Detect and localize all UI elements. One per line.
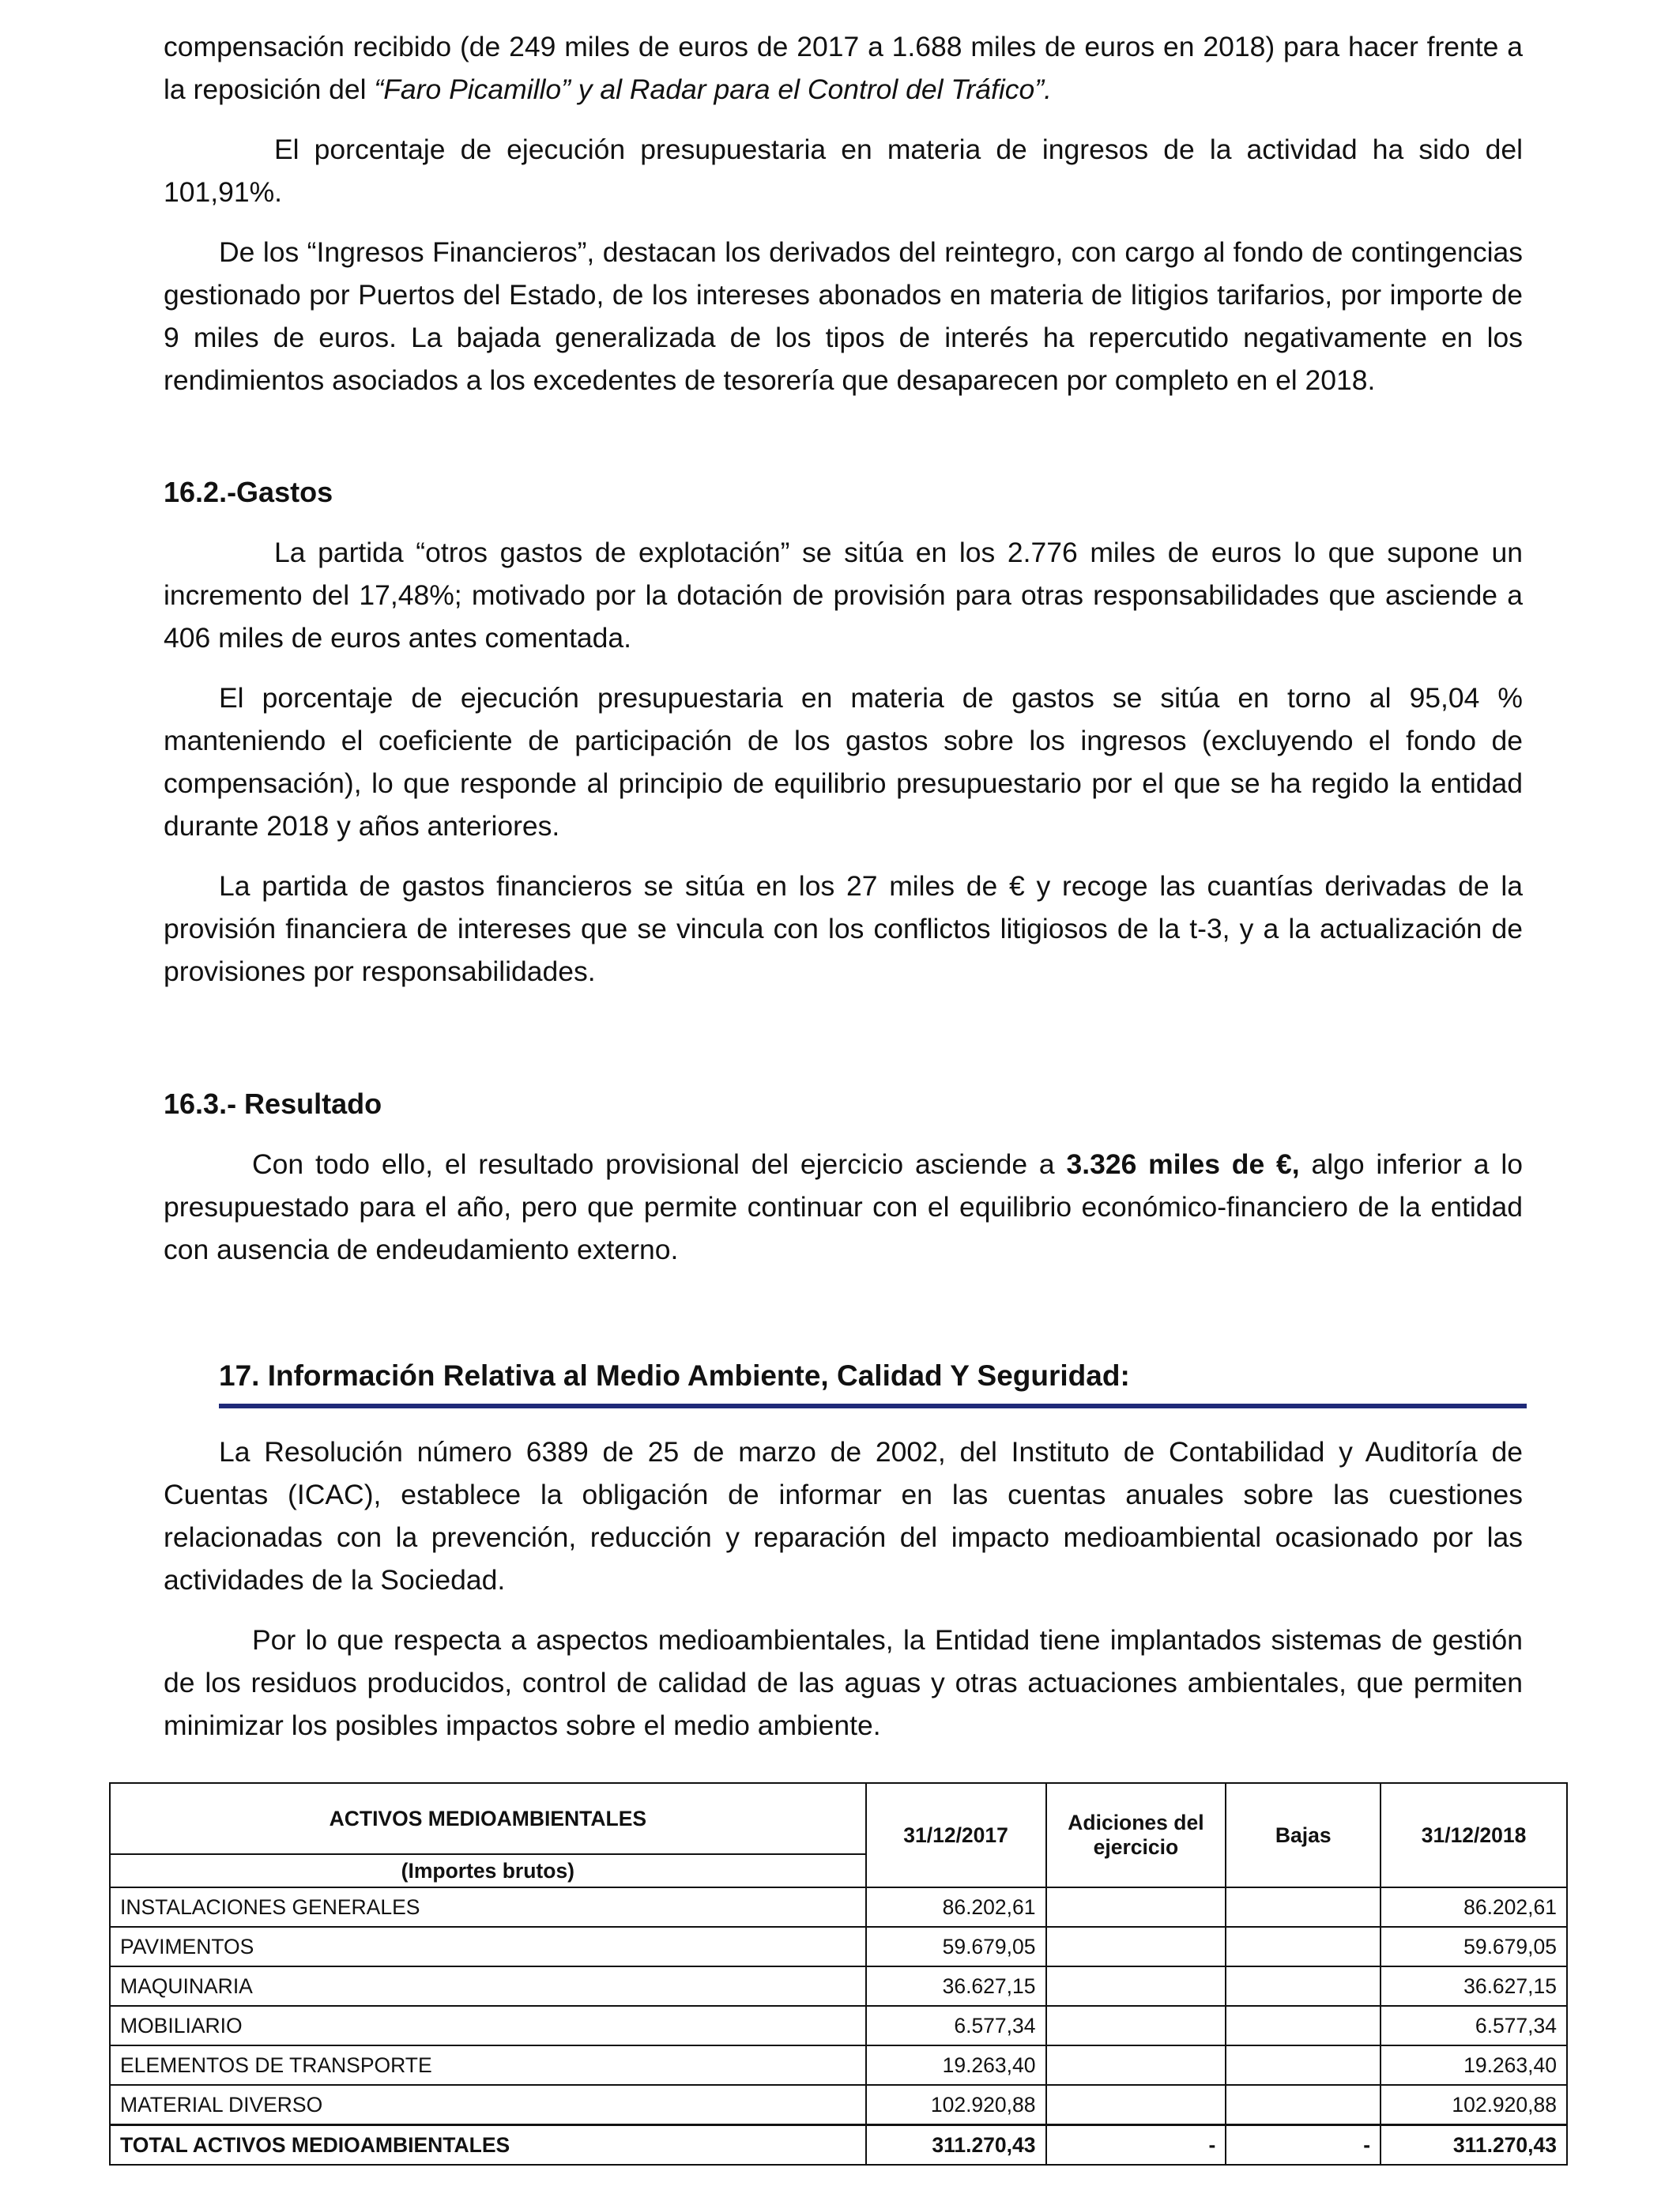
total-value-2018: 311.270,43	[1381, 2125, 1567, 2166]
table-row	[110, 2006, 1567, 2045]
medio-ambiente-paragraph-1: La Resolución número 6389 de 25 de marzo de 2002, del Instituto de Contabilidad y Auditoría de Cuentas (ICAC), establece la obligación de informar en las cuentas anuales sobre las cuestiones relacionadas con la prevención, reducción y reparación del impacto medioambiental ocasionado por las actividades de la Sociedad.	[164, 1436, 1523, 1596]
intro-paragraph-1-italic: “Faro Picamillo” y al Radar para el Control del Tráfico”.	[374, 74, 1052, 105]
row-value-adiciones	[1046, 1966, 1226, 2006]
gastos-paragraph-1: La partida “otros gastos de explotación” se sitúa en los 2.776 miles de euros lo que supone un incremento del 17,48%; motivado por la dotación de provisión para otras responsabilidades que asciende a 406 miles de euros antes comentada.	[164, 537, 1523, 654]
row-label: PAVIMENTOS	[110, 1927, 866, 1966]
row-value-adiciones	[1046, 2045, 1226, 2085]
row-value-2017: 6.577,34	[866, 2006, 1046, 2045]
table-header-2017: 31/12/2017	[866, 1783, 1046, 1887]
row-value-2018: 6.577,34	[1381, 2006, 1567, 2045]
intro-paragraph-3: De los “Ingresos Financieros”, destacan los derivados del reintegro, con cargo al fondo de contingencias gestionado por Puertos del Estado, de los intereses abonados en materia de litigios tarifarios, por importe de 9 miles de euros. La bajada generalizada de los tipos de interés ha repercutido negativamente en los rendimientos asociados a los excedentes de tesorería que desaparecen por completo en el 2018.	[164, 236, 1523, 396]
total-label: TOTAL ACTIVOS MEDIOAMBIENTALES	[110, 2125, 866, 2166]
table-row	[110, 1927, 1567, 1966]
row-value-bajas	[1226, 1927, 1381, 1966]
table-header-subtitle: (Importes brutos)	[110, 1854, 866, 1887]
row-value-2017: 19.263,40	[866, 2045, 1046, 2085]
row-label: ELEMENTOS DE TRANSPORTE	[110, 2045, 866, 2085]
intro-paragraph-1: compensación recibido (de 249 miles de euros de 2017 a 1.688 miles de euros en 2018) para hacer frente a la reposición del “Faro Picamillo” y al Radar para el Control del Tráfico”.	[164, 31, 1523, 105]
row-value-adiciones	[1046, 2006, 1226, 2045]
activos-medioambientales-table	[109, 1782, 1568, 2166]
row-value-2018: 59.679,05	[1381, 1927, 1567, 1966]
row-value-adiciones	[1046, 1887, 1226, 1927]
row-label: INSTALACIONES GENERALES	[110, 1887, 866, 1927]
total-value-bajas: -	[1226, 2125, 1381, 2166]
medio-ambiente-heading: 17. Información Relativa al Medio Ambiente, Calidad Y Seguridad:	[219, 1355, 1527, 1408]
row-value-2018: 102.920,88	[1381, 2085, 1567, 2125]
table-total-row	[110, 2125, 1567, 2166]
resultado-heading: 16.3.- Resultado	[164, 1088, 382, 1120]
row-value-2018: 36.627,15	[1381, 1966, 1567, 2006]
resultado-paragraph-1: Con todo ello, el resultado provisional del ejercicio asciende a 3.326 miles de €, algo inferior a lo presupuestado para el año, pero que permite continuar con el equilibrio económico-financiero de la entidad con ausencia de endeudamiento externo.	[164, 1148, 1523, 1265]
row-label: MAQUINARIA	[110, 1966, 866, 2006]
table-row	[110, 2085, 1567, 2125]
resultado-amount: 3.326 miles de €,	[1066, 1148, 1300, 1180]
gastos-paragraph-3: La partida de gastos financieros se sitúa en los 27 miles de € y recoge las cuantías derivadas de la provisión financiera de intereses que se vincula con los conflictos litigiosos de la t-3, y a la actualización de provisiones por responsabilidades.	[164, 870, 1523, 987]
intro-paragraph-2: El porcentaje de ejecución presupuestaria en materia de ingresos de la actividad ha sido del 101,91%.	[164, 134, 1523, 208]
table-row	[110, 2045, 1567, 2085]
gastos-heading: 16.2.-Gastos	[164, 476, 333, 508]
row-value-2017: 36.627,15	[866, 1966, 1046, 2006]
row-value-2017: 59.679,05	[866, 1927, 1046, 1966]
row-value-2017: 86.202,61	[866, 1887, 1046, 1927]
row-value-bajas	[1226, 2045, 1381, 2085]
table-header-adiciones: Adiciones del ejercicio	[1046, 1783, 1226, 1887]
gastos-section	[164, 471, 1523, 993]
medio-ambiente-section	[164, 1431, 1523, 1747]
row-value-bajas	[1226, 2006, 1381, 2045]
resultado-section	[164, 1083, 1523, 1271]
row-value-2017: 102.920,88	[866, 2085, 1046, 2125]
table-header-2018: 31/12/2018	[1381, 1783, 1567, 1887]
row-value-bajas	[1226, 1966, 1381, 2006]
total-value-adiciones: -	[1046, 2125, 1226, 2166]
total-value-2017: 311.270,43	[866, 2125, 1046, 2166]
row-value-adiciones	[1046, 1927, 1226, 1966]
gastos-paragraph-2: El porcentaje de ejecución presupuestaria en materia de gastos se sitúa en torno al 95,04 % manteniendo el coeficiente de participación de los gastos sobre los ingresos (excluyendo el fondo de compensación), lo que responde al principio de equilibrio presupuestario por el que se ha regido la entidad durante 2018 y años anteriores.	[164, 682, 1523, 842]
table-row	[110, 1966, 1567, 2006]
table-row	[110, 1887, 1567, 1927]
medio-ambiente-paragraph-2: Por lo que respecta a aspectos medioambientales, la Entidad tiene implantados sistemas de gestión de los residuos producidos, control de calidad de las aguas y otras actuaciones ambientales, que permiten minimizar los posibles impactos sobre el medio ambiente.	[164, 1624, 1523, 1741]
row-value-bajas	[1226, 2085, 1381, 2125]
row-value-bajas	[1226, 1887, 1381, 1927]
row-value-2018: 19.263,40	[1381, 2045, 1567, 2085]
row-value-2018: 86.202,61	[1381, 1887, 1567, 1927]
table-header-title: ACTIVOS MEDIOAMBIENTALES	[110, 1783, 866, 1854]
row-value-adiciones	[1046, 2085, 1226, 2125]
row-label: MATERIAL DIVERSO	[110, 2085, 866, 2125]
row-label: MOBILIARIO	[110, 2006, 866, 2045]
table-header-bajas: Bajas	[1226, 1783, 1381, 1887]
intro-section	[164, 25, 1523, 401]
